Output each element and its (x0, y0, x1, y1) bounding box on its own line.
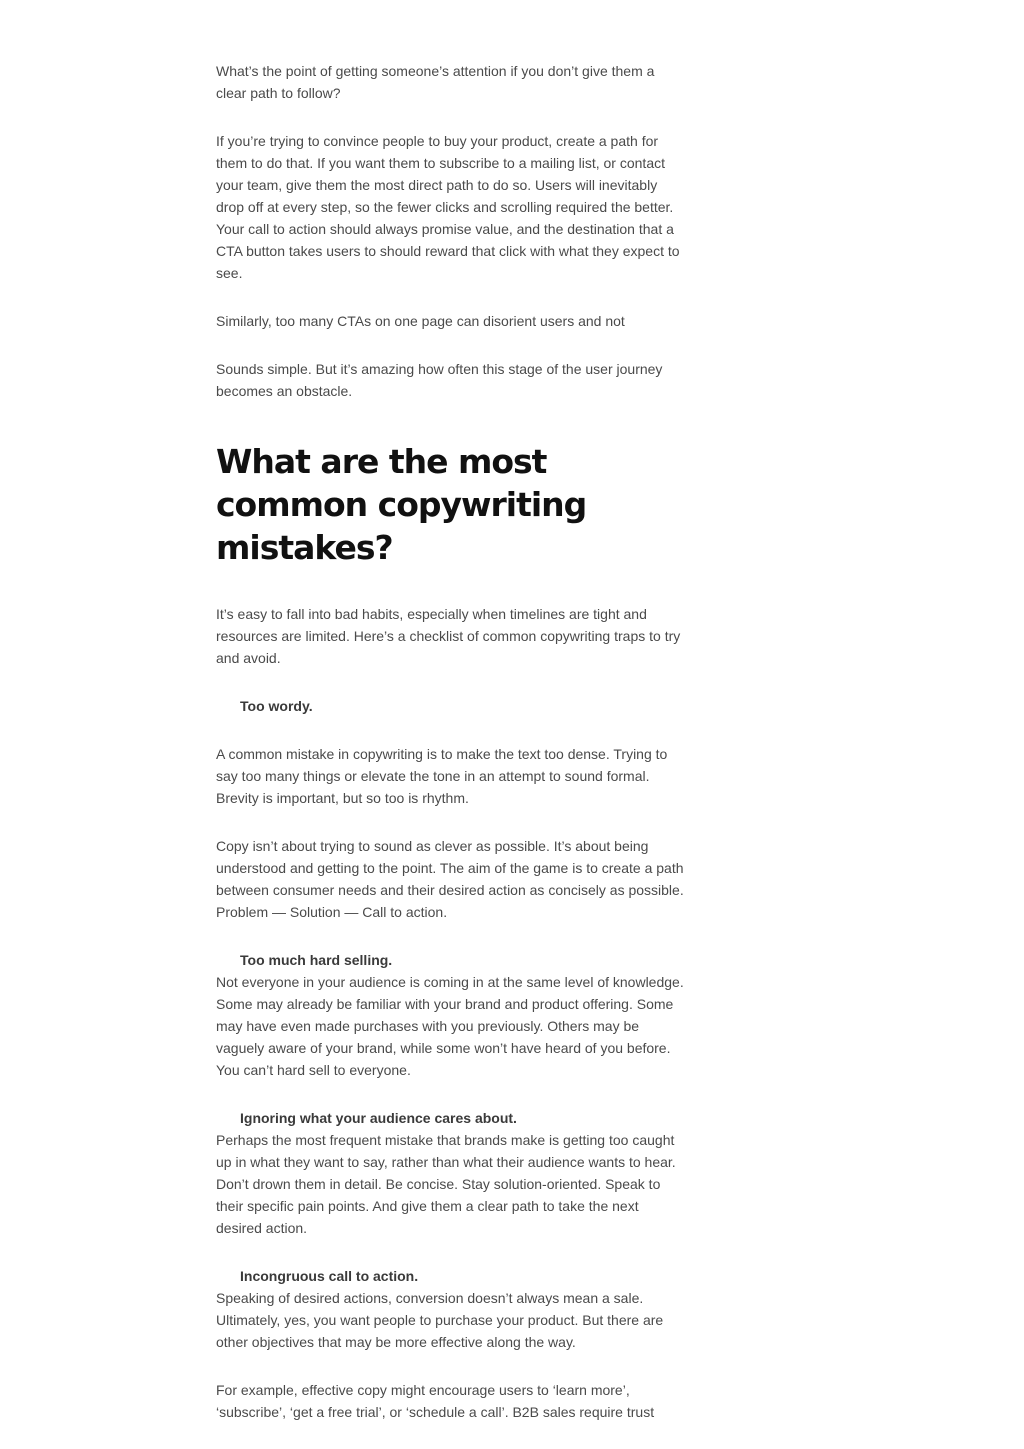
paragraph: What’s the point of getting someone’s attention if you don’t give them a clear path to follow? (216, 63, 655, 101)
subhead-label: Incongruous call to action. (240, 1268, 419, 1284)
mistake-incongruous-cta (216, 1265, 686, 1353)
mistake-body: Not everyone in your audience is coming in at the same level of knowledge. Some may already be familiar with your brand and product offering. Some may have even made purchases with you previously. Others may be vaguely aware of your brand, while some won’t have heard of you before. You can’t hard sell to everyone. (216, 974, 684, 1078)
paragraph: Copy isn’t about trying to sound as clever as possible. It’s about being understood and getting to the point. The aim of the game is to create a path between consumer needs and their desired action as concisely as possible. Problem — Solution — Call to action. (216, 838, 684, 920)
subhead-label: Ignoring what your audience cares about. (240, 1110, 517, 1126)
paragraph: Similarly, too many CTAs on one page can disorient users and not (216, 313, 625, 329)
mistake-body: Perhaps the most frequent mistake that brands make is getting too caught up in what they want to say, rather than what their audience wants to hear. Don’t drown them in detail. Be concise. Stay solution-oriented. Speak to their specific pain points. And give them a clear path to take the next desired action. (216, 1132, 676, 1236)
checklist-intro: It’s easy to fall into bad habits, especially when timelines are tight and resources are limited. Here’s a checklist of common copywriting traps to try and avoid. (216, 606, 681, 666)
paragraph: If you’re trying to convince people to buy your product, create a path for them to do that. If you want them to subscribe to a mailing list, or contact your team, give them the most direct path to do so. Users will inevitably drop off at every step, so the fewer clicks and scrolling required the better. Your call to action should always promise value, and the destination that a CTA button takes users to should reward that click with what they expect to see. (216, 133, 680, 281)
subhead-label: Too much hard selling. (240, 952, 393, 968)
article-body (216, 60, 686, 1449)
paragraph: A common mistake in copywriting is to make the text too dense. Trying to say too many things or elevate the tone in an attempt to sound formal. Brevity is important, but so too is rhythm. (216, 746, 668, 806)
paragraph: For example, effective copy might encourage users to ‘learn more’, ‘subscribe’, ‘get a free trial’, or ‘schedule a call’. B2B sales require trust (216, 1382, 655, 1420)
mistake-body: Speaking of desired actions, conversion doesn’t always mean a sale. Ultimately, yes, you want people to purchase your product. But there are other objectives that may be more effective along the way. (216, 1290, 664, 1350)
subhead-label: Too wordy. (240, 698, 313, 714)
mistake-hard-selling (216, 949, 686, 1081)
mistake-ignoring-audience (216, 1107, 686, 1239)
paragraph: Sounds simple. But it’s amazing how often this stage of the user journey becomes an obstacle. (216, 361, 663, 399)
mistake-title-too-wordy (216, 695, 686, 717)
section-heading: What are the most common copywriting mistakes? (216, 442, 587, 567)
